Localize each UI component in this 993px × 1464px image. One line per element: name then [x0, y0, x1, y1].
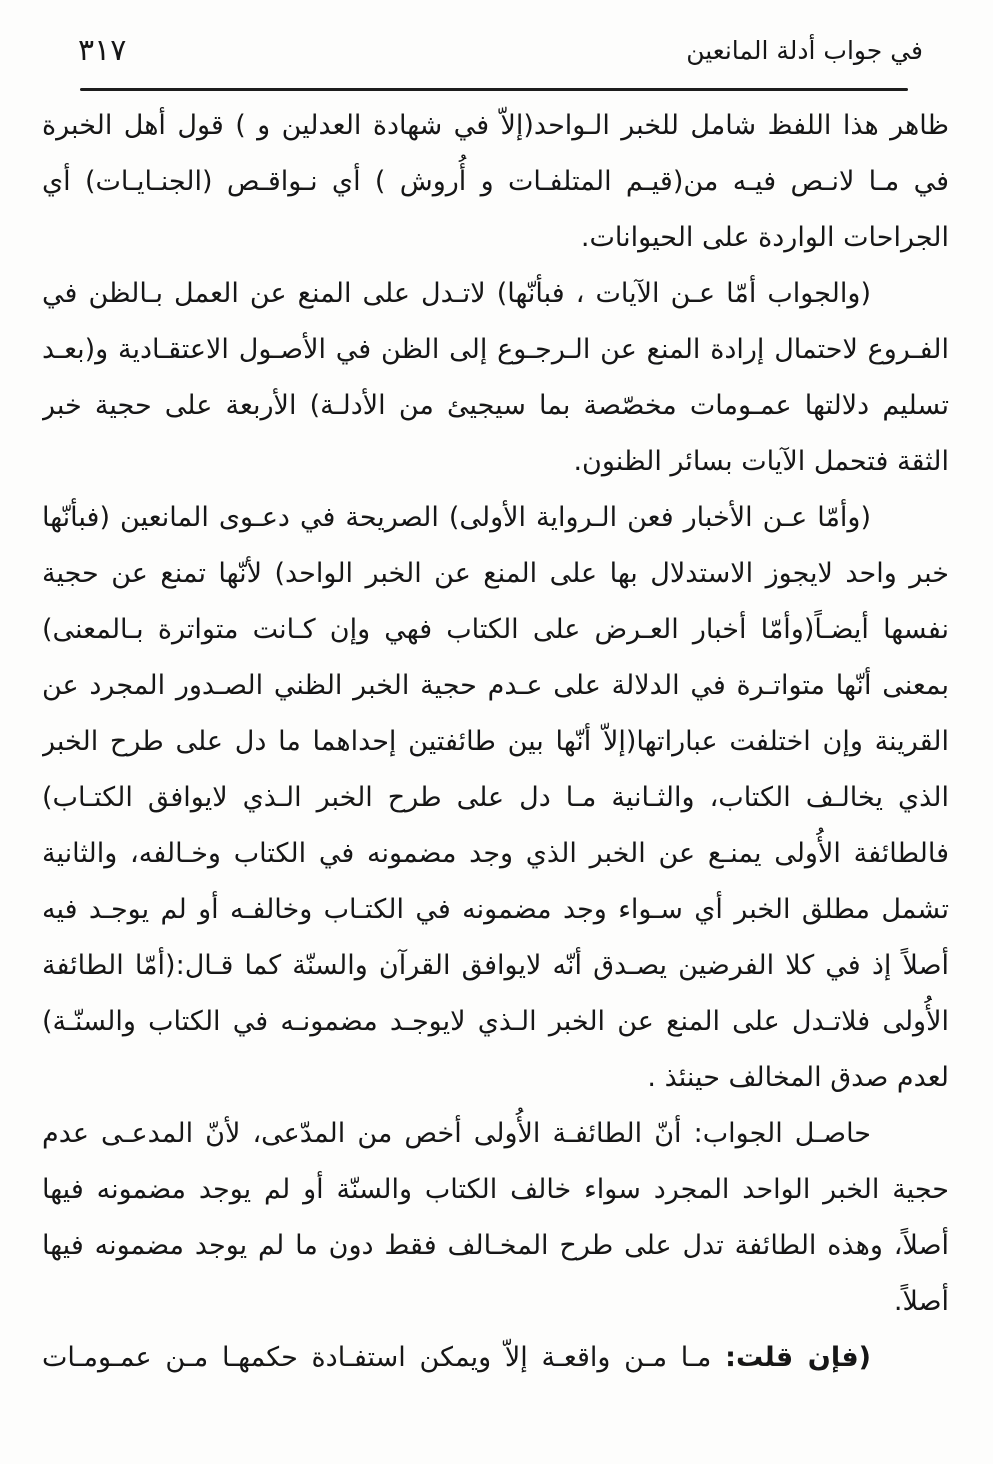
text-line	[42, 1330, 949, 1386]
paragraph	[42, 98, 949, 266]
text-line: الثقة فتحمل الآيات بسائر الظنون.	[573, 446, 949, 477]
text-line: حاصـل الجواب: أنّ الطائفـة الأُولى أخص من المدّعى، لأنّ المدعـى عدم	[42, 1118, 871, 1149]
text-line: لعدم صدق المخالف حينئذ .	[647, 1062, 949, 1093]
text-line: بمعنى أنّها متواتـرة في الدلالة على عـدم حجية الخبر الظني الصـدور المجرد عن	[42, 670, 949, 701]
text-line: الذي يخالـف الكتاب، والثـانية مـا دل على طرح الخبر الـذي لايوافق الكتـاب)	[42, 782, 949, 813]
paragraph	[42, 266, 949, 490]
text-line: فالطائفة الأُولى يمنـع عن الخبر الذي وجد مضمونه في الكتاب وخـالفه، والثانية	[42, 838, 949, 869]
text-line: الجراحات الواردة على الحيوانات.	[580, 222, 949, 253]
paragraph	[42, 1330, 949, 1386]
text-line: أصلاً.	[893, 1286, 949, 1317]
text-line: أصلاً، وهذه الطائفة تدل على طرح المخـالف فقط دون ما لم يوجد مضمونه فيها	[42, 1230, 949, 1261]
header-divider	[80, 88, 908, 91]
text-line: نفسها أيضـاً(وأمّا أخبار العـرض على الكتاب فهي وإن كـانت متواترة بـالمعنى)	[42, 614, 949, 645]
text-line: ظاهر هذا اللفظ شامل للخبر الـواحد(إلاّ في شهادة العدلين و ) قول أهل الخبرة	[42, 110, 949, 141]
page-number: ٣١٧	[78, 33, 127, 68]
line-rest: مـا مـن واقعـة إلاّ ويمكن استفـادة حكمهـا مـن عمـومـات	[42, 1342, 712, 1373]
paragraph	[42, 490, 949, 1106]
text-line: في مـا لانـص فيـه من(قيـم المتلفـات و أُروش ) أي نـواقـص (الجنـايـات) أي	[42, 166, 949, 197]
page-header	[78, 30, 923, 72]
text-line: الأُولى فلاتـدل على المنع عن الخبر الـذي لايوجـد مضمونـه في الكتاب والسنّـة)	[42, 1006, 949, 1037]
text-line: أصلاً إذ في كلا الفرضين يصـدق أنّه لايوافق القرآن والسنّة كما قـال:(أمّا الطائفة	[42, 950, 949, 981]
paragraph	[42, 1106, 949, 1330]
text-line: تسليم دلالتها عمـومات مخصّصة بما سيجيئ من الأدلـة) الأربعة على حجية خبر	[42, 390, 949, 421]
text-line: الفـروع لاحتمال إرادة المنع عن الـرجـوع إلى الظن في الأصـول الاعتقـادية و(بعـد	[42, 334, 949, 365]
text-line: (والجواب أمّا عـن الآيات ، فبأنّها) لاتـدل على المنع عن العمل بـالظن في	[42, 278, 871, 309]
page-body	[42, 98, 949, 1386]
bold-lead: (فإن قلت:	[725, 1342, 871, 1373]
section-header-title: في جواب أدلة المانعين	[686, 36, 923, 65]
text-line: خبر واحد لايجوز الاستدلال بها على المنع عن الخبر الواحد) لأنّها تمنع عن حجية	[42, 558, 949, 589]
text-line: (وأمّا عـن الأخبار فعن الـرواية الأولى) الصريحة في دعـوى المانعين (فبأنّها	[42, 502, 871, 533]
text-line: حجية الخبر الواحد المجرد سواء خالف الكتاب والسنّة أو لم يوجد مضمونه فيها	[42, 1174, 949, 1205]
text-line: القرينة وإن اختلفت عباراتها(إلاّ أنّها بين طائفتين إحداهما ما دل على طرح الخبر	[42, 726, 949, 757]
text-line: تشمل مطلق الخبر أي سـواء وجد مضمونه في الكتـاب وخالفـه أو لم يوجـد فيه	[42, 894, 949, 925]
